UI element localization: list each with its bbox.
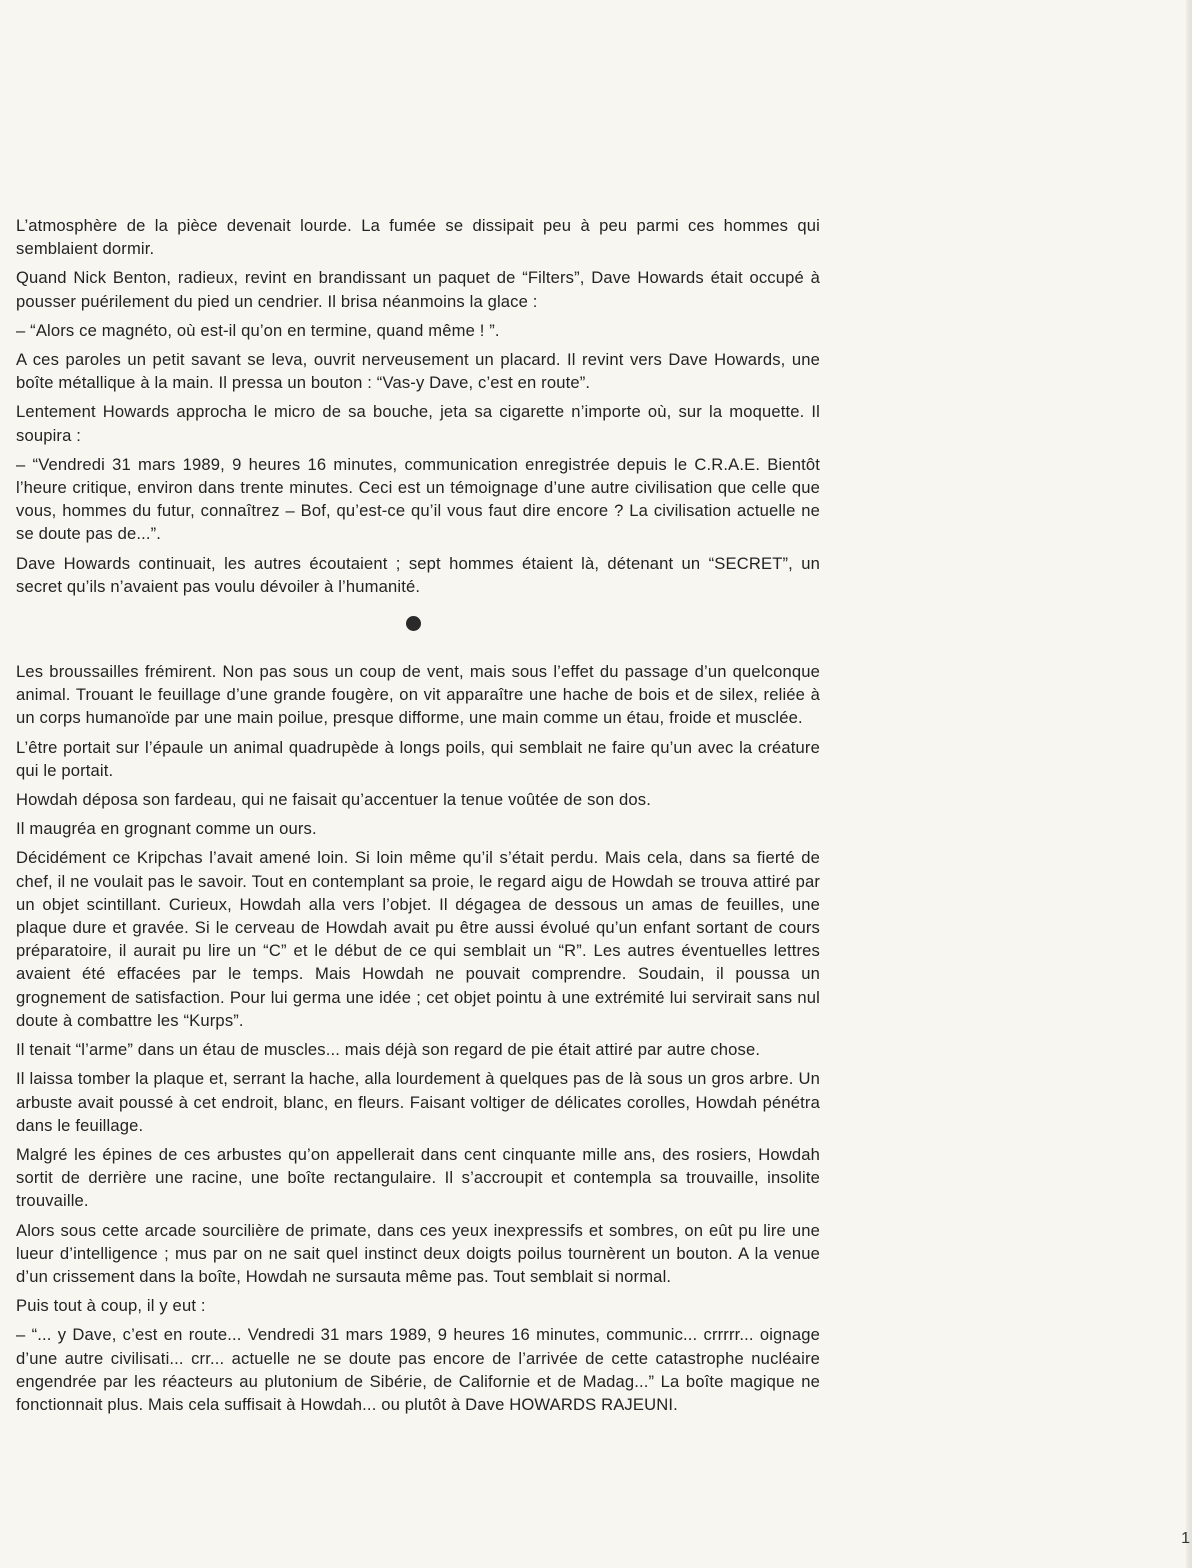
bullet-dot-icon [406,616,421,631]
paragraph: Quand Nick Benton, radieux, revint en brandissant un paquet de “Filters”, Dave Howards était occupé à pousser puérilement du pied un cendrier. Il brisa néanmoins la glace : [16,268,820,311]
page-number: 1 [1181,1530,1190,1547]
page-edge [1186,0,1192,1568]
paragraph: Les broussailles frémirent. Non pas sous un coup de vent, mais sous l’effet du passage d’un quelconque animal. Trouant le feuillage d’une grande fougère, on vit apparaître une hache de bois et de silex, reliée à un corps humanoïde par une main poilue, presque difforme, une main comme un étau, froide et musclée. [16,662,820,728]
paragraph: Puis tout à coup, il y eut : [16,1296,206,1316]
paragraph: Malgré les épines de ces arbustes qu’on appellerait dans cent cinquante mille ans, des rosiers, Howdah sortit de derrière une racine, une boîte rectangulaire. Il s’accroupit et contempla sa trouvaille, insolite trouvaille. [16,1144,820,1211]
paragraph: Il maugréa en grognant comme un ours. [16,819,317,839]
paragraph: L’atmosphère de la pièce devenait lourde. La fumée se dissipait peu à peu parmi ces hommes qui semblaient dormir. [16,216,820,259]
paragraph: A ces paroles un petit savant se leva, ouvrit nerveusement un placard. Il revint vers Dave Howards, une boîte métallique à la main. Il pressa un bouton : “Vas-y Dave, c’est en route”. [16,350,820,393]
paragraph: Howdah déposa son fardeau, qui ne faisait qu’accentuer la tenue voûtée de son dos. [16,790,652,810]
paragraph: Il tenait “l’arme” dans un étau de muscles... mais déjà son regard de pie était attiré par autre chose. [16,1040,761,1060]
paragraph: Alors sous cette arcade sourcilière de primate, dans ces yeux inexpressifs et sombres, on eût pu lire une lueur d’intelligence ; mus par on ne sait quel instinct deux doigts poilus tournèrent un bouton. A la venue d’un crissement dans la boîte, Howdah ne sursauta même pas. Tout semblait si normal. [16,1220,820,1286]
paragraph: Il laissa tomber la plaque et, serrant la hache, alla lourdement à quelques pas de là sous un gros arbre. Un arbuste avait poussé à cet endroit, blanc, en fleurs. Faisant voltiger de délicates corolles, Howdah pénétra dans le feuillage. [16,1069,820,1135]
text-column [16,214,820,1422]
paragraph: – “Vendredi 31 mars 1989, 9 heures 16 minutes, communication enregistrée depuis le C.R.A.E. Bientôt l’heure critique, environ dans trente minutes. Ceci est un témoignage d’une autre civilisation que celle que vous, hommes du futur, connaîtrez – Bof, qu’est-ce qu’il vous faut dire encore ? La civilisation actuelle ne se doute pas de...”. [16,454,820,544]
paragraph: – “Alors ce magnéto, où est-il qu’on en termine, quand même ! ”. [16,320,500,340]
paragraph: L’être portait sur l’épaule un animal quadrupède à longs poils, qui semblait ne faire qu’un avec la créature qui le portait. [16,737,820,780]
paragraph: Dave Howards continuait, les autres écoutaient ; sept hommes étaient là, détenant un “SECRET”, un secret qu’ils n’avaient pas voulu dévoiler à l’humanité. [16,553,820,596]
paragraph: Lentement Howards approcha le micro de sa bouche, jeta sa cigarette n’importe où, sur la moquette. Il soupira : [16,402,820,445]
paragraph: Décidément ce Kripchas l’avait amené loin. Si loin même qu’il s’était perdu. Mais cela, dans sa fierté de chef, il ne voulait pas le savoir. Tout en contemplant sa proie, le regard aigu de Howdah se trouva attiré par un objet scintillant. Curieux, Howdah alla vers l’objet. Il dégagea de dessous un amas de feuilles, une plaque dure et gravée. Si le cerveau de Howdah avait pu être aussi évolué qu’un enfant sortant de cours préparatoire, il aurait pu lire un “C” et le début de ce qui semblait un “R”. Les autres éventuelles lettres avaient été effacées par le temps. Mais Howdah ne pouvait comprendre. Soudain, il poussa un grognement de satisfaction. Pour lui germa une idée ; cet objet pointu à une extrémité lui servirait sans nul doute à combattre les “Kurps”. [16,848,820,1030]
section-separator [16,604,820,660]
paragraph: – “... y Dave, c’est en route... Vendredi 31 mars 1989, 9 heures 16 minutes, communic... crrrrr... oignage d’une autre civilisati... crr... actuelle ne se doute pas encore de l’arrivée de cette catastrophe nucléaire engendrée par les réacteurs au plutonium de Sibérie, de Californie et de Madag...” La boîte magique ne fonctionnait plus. Mais cela suffisait à Howdah... ou plutôt à Dave HOWARDS RAJEUNI. [16,1325,820,1414]
